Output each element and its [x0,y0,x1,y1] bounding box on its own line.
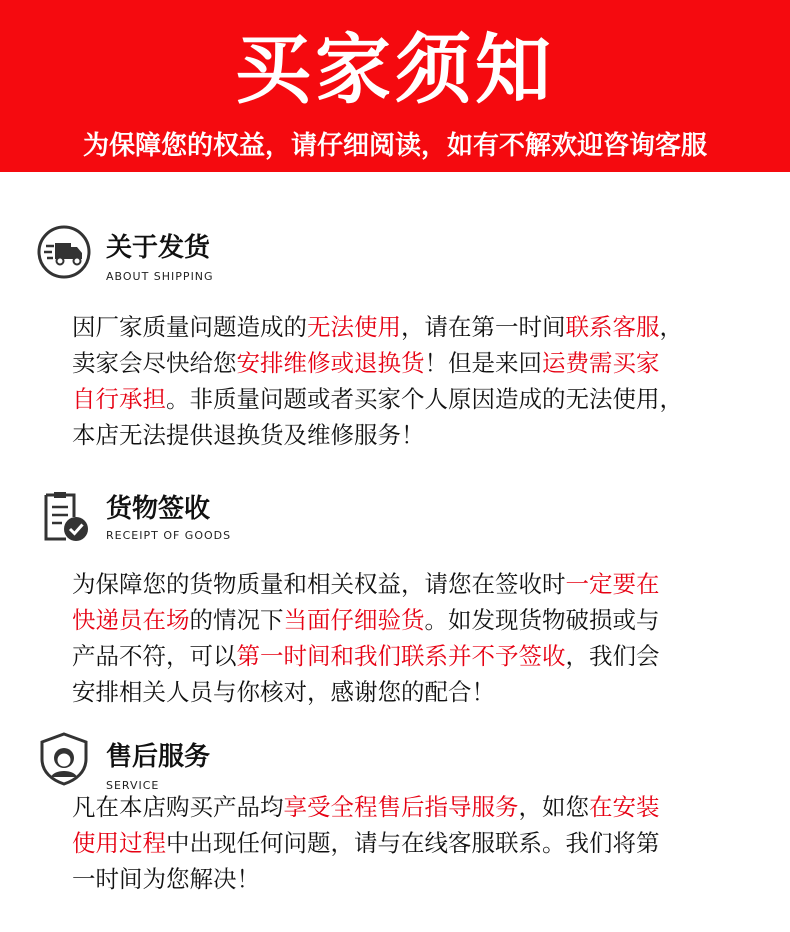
body-text: 的情况下 [189,606,284,634]
highlight-text: 第一时间和我们联系并不予签收 [236,642,566,670]
section-subtitle: SERVICE [106,779,160,792]
body-text: 产品不符，可以 [72,642,237,670]
body-text: 本店无法提供退换货及维修服务！ [72,421,425,449]
body-text: 安排相关人员与你核对，感谢您的配合！ [72,678,495,706]
section-title: 关于发货 [106,233,211,263]
highlight-text: 享受全程售后指导服务 [283,793,519,821]
page-subtitle: 为保障您的权益，请仔细阅读，如有不解欢迎咨询客服 [82,131,707,161]
section-title: 售后服务 [106,742,211,772]
text-line [72,381,732,417]
highlight-text: 在安装 [589,793,660,821]
section-subtitle: ABOUT SHIPPING [106,270,214,283]
text-line [72,345,732,381]
body-text: 卖家会尽快给您 [72,349,237,377]
highlight-text: 运费需买家 [542,349,660,377]
section-text [72,309,732,453]
text-line [72,861,732,897]
body-text: 因厂家质量问题造成的 [72,313,307,341]
body-text: 中出现任何问题，请与在线客服联系。我们将第 [166,829,660,857]
body-text: 。如发现货物破损或与 [424,606,660,634]
body-text: ！但是来回 [424,349,542,377]
highlight-text: 使用过程 [72,829,166,857]
section-title: 货物签收 [106,494,211,524]
section-text [72,789,732,897]
body-text: ，如您 [518,793,589,821]
body-text: ， [659,313,683,341]
highlight-text: 当面仔细验货 [283,606,425,634]
body-text: ，我们会 [565,642,660,670]
text-line [72,638,732,674]
text-line [72,825,732,861]
highlight-text: 一定要在 [565,570,660,598]
text-line [72,566,732,602]
header-banner [0,0,790,172]
body-text: 。非质量问题或者买家个人原因造成的无法使用， [166,385,683,413]
highlight-text: 无法使用 [307,313,401,341]
page-title: 买家须知 [235,25,555,114]
body-text: 一时间为您解决！ [72,865,260,893]
body-text: 凡在本店购买产品均 [72,793,284,821]
text-line [72,309,732,345]
highlight-text: 快递员在场 [72,606,190,634]
checked-document-icon [36,489,92,545]
section-subtitle: RECEIPT OF GOODS [106,529,232,542]
text-line [72,789,732,825]
service-shield-icon [36,731,92,787]
text-line [72,674,732,710]
highlight-text: 安排维修或退换货 [236,349,425,377]
body-text: ，请在第一时间 [401,313,566,341]
highlight-text: 联系客服 [565,313,660,341]
section-text [72,566,732,710]
highlight-text: 自行承担 [72,385,166,413]
text-line [72,417,732,453]
body-text: 为保障您的货物质量和相关权益，请您在签收时 [72,570,566,598]
text-line [72,602,732,638]
delivery-truck-icon [36,224,92,280]
